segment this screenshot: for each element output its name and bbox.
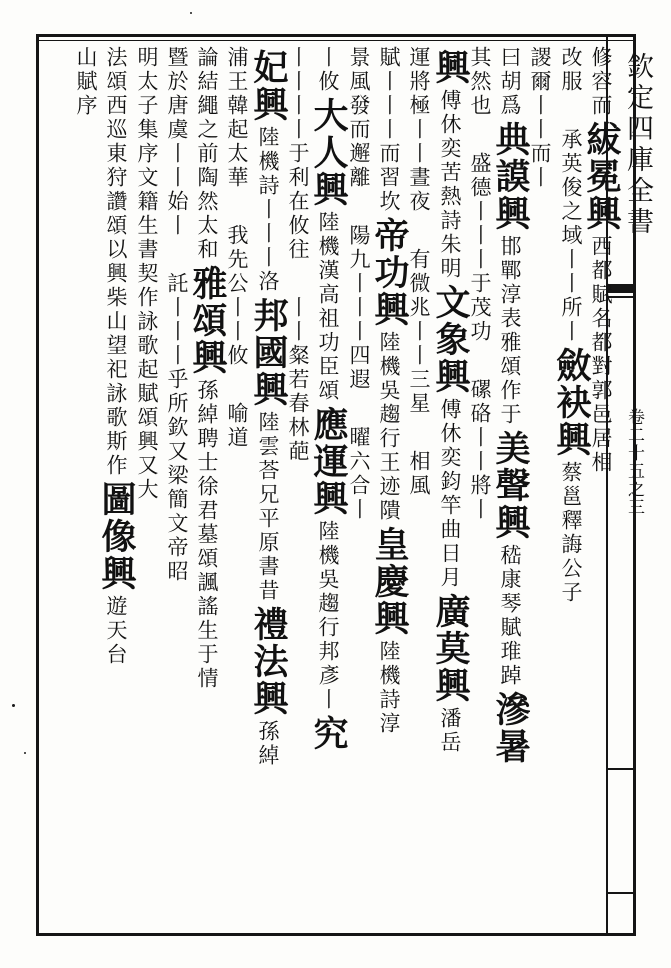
bottom-border — [36, 933, 636, 936]
text-column — [222, 46, 252, 926]
entry-text: 託丨丨丨乎所欽又梁簡文帝昭 — [165, 272, 189, 584]
entry-text: 賦丨丨丨而習坎 — [377, 46, 401, 214]
entry-text: 陽九丨丨丨四遐 — [347, 224, 371, 392]
entry-text: 暨於唐虞丨丨始丨 — [165, 46, 189, 238]
text-column — [162, 46, 192, 926]
entry-text: 法頌西巡東狩讚頌以興柴山望祀詠歌斯作 — [104, 46, 128, 478]
text-column — [96, 46, 137, 926]
text-column — [581, 46, 622, 926]
entry-text: 修容而 — [589, 46, 613, 118]
entry-heading: 興 — [430, 49, 471, 86]
text-column — [430, 46, 471, 926]
entry-heading: 滲暑 — [490, 691, 531, 765]
entry-text: 相風 — [407, 450, 431, 498]
entry-heading: 文象興 — [430, 284, 471, 395]
entry-heading: 圖像興 — [96, 481, 137, 592]
volume-label-text: 卷二十五之三 — [624, 408, 644, 516]
entry-text: 陸機漢高祖功臣頌 — [316, 211, 340, 403]
entry-text: 論結繩之前陶然太和 — [195, 46, 219, 262]
entry-text: 喻道 — [225, 402, 249, 450]
header-title — [618, 52, 657, 243]
entry-text: 改服 — [559, 46, 583, 94]
entry-heading: 禮法興 — [248, 606, 289, 717]
entry-text: 遊天台 — [104, 595, 128, 667]
entry-text: 陸機詩丨丨丨洛 — [256, 126, 280, 294]
entry-text: 曜六合丨 — [347, 426, 371, 522]
entry-heading: 典謨興 — [490, 121, 531, 232]
text-column — [71, 46, 101, 926]
entry-heading: 美聲興 — [490, 430, 531, 541]
text-column — [308, 46, 349, 926]
entry-heading: 妃興 — [248, 49, 289, 123]
entry-heading: 邦國興 — [248, 297, 289, 408]
entry-text: 浦王韓起太華 — [225, 46, 249, 190]
entry-text: 我先公丨丨攸 — [225, 224, 249, 368]
entry-text: 有微兆丨丨三星 — [407, 248, 431, 416]
entry-text: 盛德丨丨丨于茂功 — [468, 152, 492, 344]
scan-speck — [12, 704, 15, 707]
entry-heading: 紱冕興 — [581, 121, 622, 232]
entry-text: 曰胡爲 — [498, 46, 522, 118]
entry-text: 潘岳 — [438, 707, 462, 755]
text-column — [551, 46, 592, 926]
entry-text: 西都賦名都對郭邑居相 — [589, 235, 613, 475]
entry-text: 蔡邕釋誨公子 — [559, 461, 583, 605]
top-border-inner — [36, 40, 636, 41]
text-column — [283, 46, 313, 926]
entry-text: 陸機吳趨行邦彥丨 — [316, 520, 340, 712]
entry-text: 丨丨粲若春林葩 — [286, 296, 310, 464]
entry-heading: 應運興 — [308, 406, 349, 517]
entry-text: 明太子集序文籍生書契作詠歌起賦頌興又大 — [135, 46, 159, 502]
header-title-text: 欽定四庫全書 — [622, 52, 653, 238]
entry-text: 傅休奕苦熱詩朱明 — [438, 89, 462, 281]
entry-heading: 廣莫興 — [430, 593, 471, 704]
entry-text: 邯鄲淳表雅頌作于 — [498, 235, 522, 427]
entry-text: 嵇康琴賦琟踔 — [498, 544, 522, 688]
entry-heading: 大人興 — [308, 97, 349, 208]
entry-heading: 究 — [308, 715, 349, 752]
entry-text: 傅休奕鈞竿曲日月 — [438, 398, 462, 590]
volume-label — [622, 408, 647, 521]
entry-text: 山賦序 — [74, 46, 98, 118]
entry-heading: 帝功興 — [369, 217, 410, 328]
entry-text: 其然也 — [468, 46, 492, 118]
entry-text: 磥硌丨丨將丨 — [468, 378, 492, 522]
entry-text: 陸機詩淳 — [377, 640, 401, 736]
entry-heading: 皇慶興 — [369, 526, 410, 637]
entry-text: 丨丨丨丨于利在攸往 — [286, 46, 310, 262]
scan-speck — [24, 752, 26, 754]
entry-text: 謖爾丨丨而丨 — [528, 46, 552, 190]
text-column — [248, 46, 289, 926]
text-column — [369, 46, 410, 926]
entry-heading: 斂袂興 — [551, 347, 592, 458]
entry-text: 孫綽聘士徐君墓頌諷謠生于情 — [195, 379, 219, 691]
text-column — [465, 46, 495, 926]
text-column — [404, 46, 434, 926]
entry-text: 陸機吳趨行王迹隤 — [377, 331, 401, 523]
entry-text: 陸雲荅兄平原書昔 — [256, 411, 280, 603]
entry-text: 孫綽 — [256, 720, 280, 768]
entry-heading: 雅頌興 — [187, 265, 228, 376]
scan-speck — [190, 12, 192, 14]
top-border — [36, 34, 636, 37]
left-border — [36, 34, 39, 936]
entry-text: 丨攸 — [316, 46, 340, 94]
entry-text: 景風發而邂離 — [347, 46, 371, 190]
text-column — [490, 46, 531, 926]
text-column — [187, 46, 228, 926]
entry-text: 承英俊之域丨丨所丨 — [559, 128, 583, 344]
entry-text: 運將極丨丨晝夜 — [407, 46, 431, 214]
